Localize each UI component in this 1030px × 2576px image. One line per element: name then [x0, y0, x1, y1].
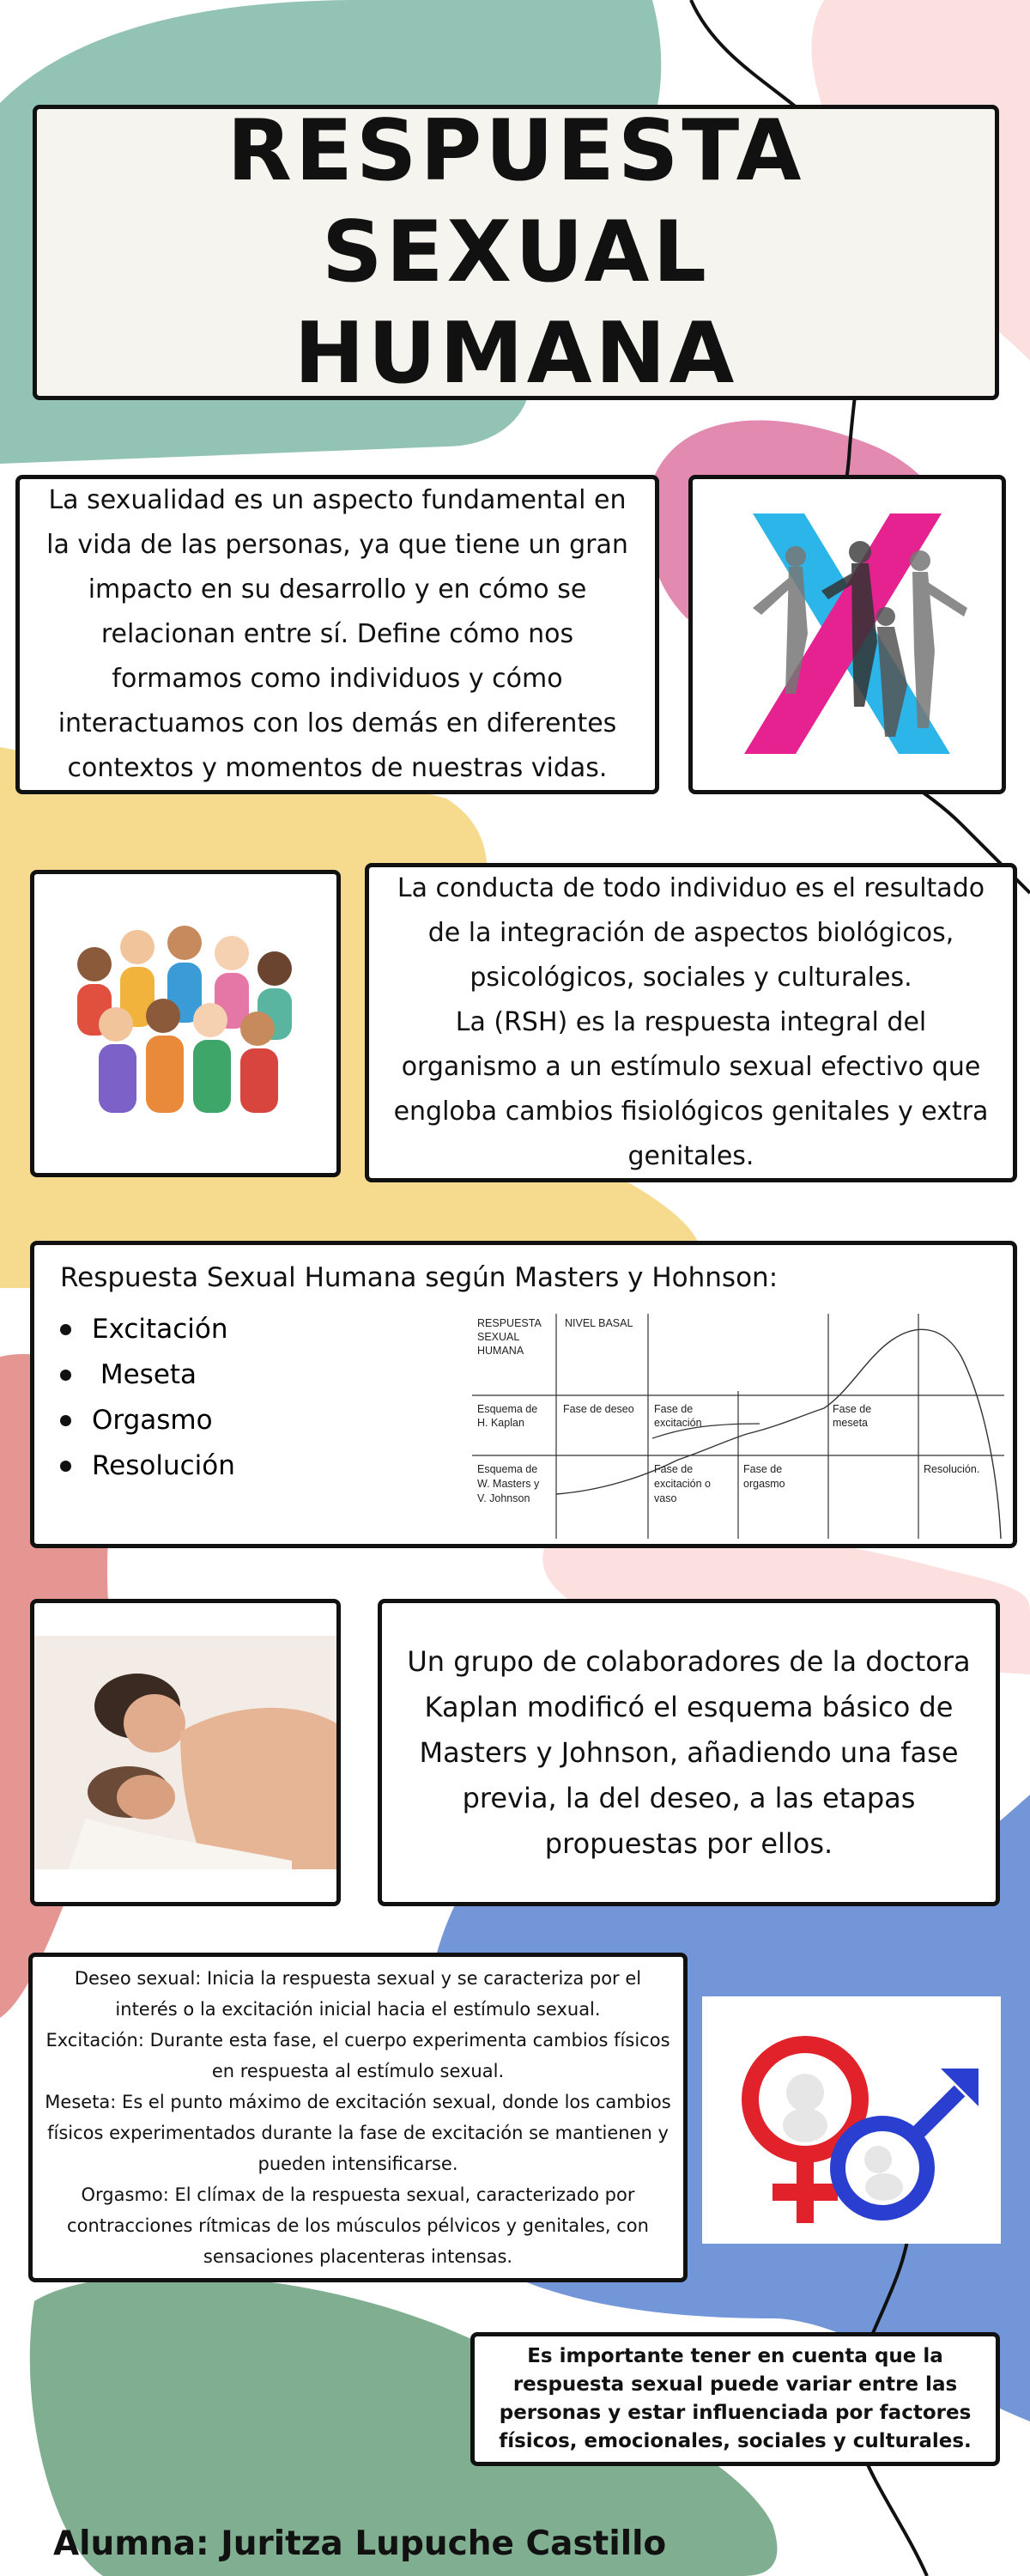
diagram-label: RESPUESTA	[477, 1317, 542, 1329]
intro-text: La sexualidad es un aspecto fundamental en la vida de las personas, ya que tiene un gran impacto en su desarrollo y en cómo se relacionan entre sí. Define cómo nos formamos como individuos y cómo interactuamos con los demás en diferentes contextos y momentos de nuestras vidas.	[46, 485, 628, 783]
gender-symbols-image	[702, 1996, 1001, 2244]
phase-item	[60, 1307, 235, 1352]
diagram-label: Fase de	[743, 1463, 783, 1475]
definition-orgasmo: Orgasmo: El clímax de la respuesta sexual, caracterizado por contracciones rítmicas de los músculos pélvicos y genitales, con sensaciones placenteras intensas.	[67, 2184, 649, 2267]
response-phase-diagram	[472, 1314, 1004, 1539]
definition-deseo: Deseo sexual: Inicia la respuesta sexual y se caracteriza por el interés o la excitación inicial hacia el estímulo sexual.	[74, 1968, 642, 2020]
couple-photo	[30, 1599, 341, 1906]
phase-item	[60, 1398, 235, 1443]
phase-label: Resolución	[92, 1450, 235, 1481]
diagram-label: Resolución.	[924, 1463, 980, 1475]
note-text: Es importante tener en cuenta que la respuesta sexual puede variar entre las personas y estar influenciada por factores físicos, emocionales, sociales y culturales.	[499, 2345, 972, 2452]
conduct-text-2: La (RSH) es la respuesta integral del organismo a un estímulo sexual efectivo que engloba cambios fisiológicos genitales y extra genitales.	[393, 1007, 989, 1171]
kaplan-box	[378, 1599, 1000, 1906]
phase-label: Excitación	[92, 1314, 228, 1345]
diagram-label: H. Kaplan	[477, 1417, 524, 1429]
diagram-label: NIVEL BASAL	[565, 1317, 633, 1329]
phase-list	[60, 1307, 235, 1489]
phases-box	[30, 1241, 1017, 1548]
diagram-label: orgasmo	[743, 1478, 785, 1490]
diagram-label: Esquema de	[477, 1463, 538, 1475]
x-figures-image	[688, 475, 1006, 794]
definitions-box	[28, 1953, 688, 2282]
diagram-label: SEXUAL	[477, 1331, 520, 1343]
bullet-icon	[60, 1461, 71, 1472]
student-name: Alumna: Juritza Lupuche Castillo	[53, 2524, 667, 2563]
page-title-line-1: RESPUESTA SEXUAL	[227, 102, 805, 301]
conduct-box	[365, 863, 1017, 1182]
diagram-label: Esquema de	[477, 1403, 538, 1415]
diagram-label: HUMANA	[477, 1345, 524, 1357]
diagram-label: Fase de deseo	[563, 1403, 634, 1415]
note-box	[470, 2332, 1000, 2466]
bullet-icon	[60, 1370, 71, 1381]
diagram-label: excitación o	[654, 1478, 712, 1490]
people-group	[77, 926, 292, 1113]
bullet-icon	[60, 1324, 71, 1335]
diagram-label: Fase de	[833, 1403, 872, 1415]
phases-heading: Respuesta Sexual Humana según Masters y Hohnson:	[60, 1262, 779, 1293]
diagram-label: Fase de	[654, 1463, 694, 1475]
diagram-label: vaso	[654, 1492, 677, 1504]
phase-label: Meseta	[92, 1359, 197, 1390]
conduct-text-1: La conducta de todo individuo es el resultado de la integración de aspectos biológicos, psicológicos, sociales y culturales.	[397, 873, 985, 993]
phase-label: Orgasmo	[92, 1405, 213, 1436]
phase-item	[60, 1352, 235, 1398]
diverse-people-image	[30, 870, 341, 1177]
diagram-label: excitación	[654, 1417, 702, 1429]
intro-box	[15, 475, 659, 794]
title-box	[33, 102, 999, 403]
diagram-label: meseta	[833, 1417, 868, 1429]
phase-item	[60, 1443, 235, 1489]
diagram-label: W. Masters y	[477, 1478, 540, 1490]
diagram-label: V. Johnson	[477, 1492, 530, 1504]
kaplan-text: Un grupo de colaboradores de la doctora Kaplan modificó el esquema básico de Masters y Johnson, añadiendo una fase previa, la del deseo, a las etapas propuestas por ellos.	[407, 1644, 971, 1860]
page-title-line-2: HUMANA	[294, 305, 738, 403]
diagram-label: Fase de	[654, 1403, 694, 1415]
definition-excitacion: Excitación: Durante esta fase, el cuerpo experimenta cambios físicos en respuesta al estímulo sexual.	[45, 2030, 670, 2081]
definition-meseta: Meseta: Es el punto máximo de excitación sexual, donde los cambios físicos experimentados durante la fase de excitación se mantienen y pueden intensificarse.	[45, 2092, 671, 2174]
bullet-icon	[60, 1415, 71, 1426]
